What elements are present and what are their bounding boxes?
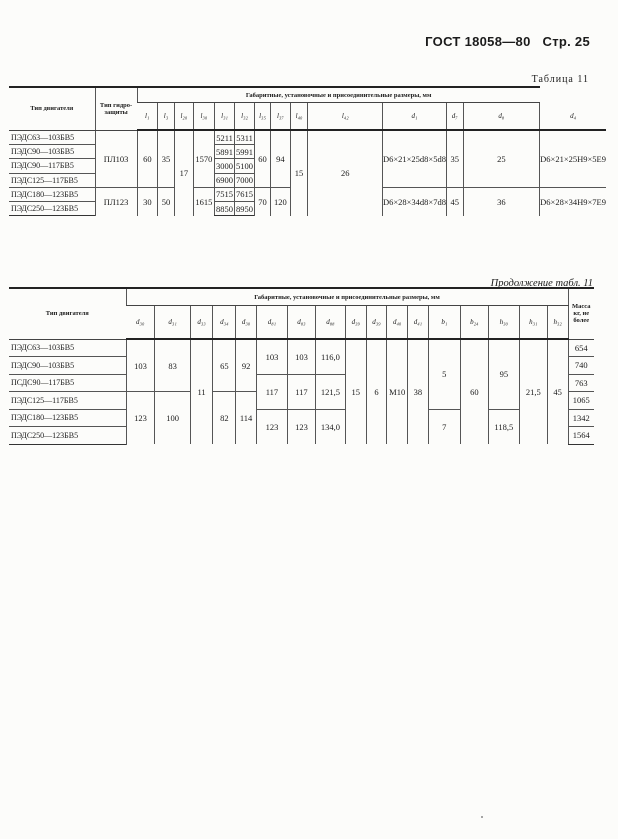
cell-c15: 118,5 — [488, 409, 519, 444]
col-d88: d₈₈ — [315, 306, 345, 340]
motor-name: ПЭДС63—103БВ5 — [9, 130, 95, 145]
motor-name: ПЭДС90—103БВ5 — [9, 357, 126, 375]
motor-name: ПЭДС180—123БВ5 — [9, 409, 126, 427]
cell-c7: 103 — [287, 339, 315, 374]
col-motor-type: Тип двигателя — [9, 87, 95, 130]
cell-c2: 100 — [155, 392, 190, 445]
col-l3: l₃ — [158, 103, 175, 131]
table2-caption: Продолжение табл. 11 — [490, 278, 593, 289]
col-d83: d₈₃ — [287, 306, 315, 340]
cell-c7: 123 — [287, 409, 315, 444]
cell-c2: 83 — [155, 339, 190, 392]
cell-l3: 50 — [158, 187, 175, 215]
cell-c10: 6 — [366, 339, 387, 444]
cell-c13: 5 — [428, 339, 460, 409]
cell-l35: 70 — [254, 187, 271, 215]
motor-name: ПЭДС90—117БВ5 — [9, 159, 95, 173]
cell-c14: 60 — [460, 339, 488, 444]
col-h30: h₃₀ — [488, 306, 519, 340]
col-d34: d₃₄ — [213, 306, 236, 340]
cell-l32: 7000 — [235, 173, 254, 187]
cell-c8: 134,0 — [315, 409, 345, 444]
cell-d4: D6×21×25H9×5E9 — [540, 130, 606, 187]
cell-c16: 21,5 — [519, 339, 547, 444]
cell-c3: 11 — [190, 339, 213, 444]
page-speck — [481, 816, 483, 818]
table-11 — [9, 86, 606, 216]
motor-name: ПЭДС125—117БВ5 — [9, 173, 95, 187]
col-d81: d₈₁ — [256, 306, 287, 340]
col-mass: Масса кг, не более — [568, 288, 594, 339]
cell-l40: 15 — [290, 130, 308, 216]
motor-name: ПЭДС250—123БВ5 — [9, 201, 95, 215]
motor-name: ПЭДС180—123БВ5 — [9, 187, 95, 201]
col-b24: b₂₄ — [460, 306, 488, 340]
cell-c6: 123 — [256, 409, 287, 444]
cell-d8: 36 — [463, 187, 540, 215]
col-l40: l₄₀ — [290, 103, 308, 131]
col-d31: d₃₁ — [155, 306, 190, 340]
table-row — [9, 130, 606, 145]
col-b1: b₁ — [428, 306, 460, 340]
cell-l32: 5311 — [235, 130, 254, 145]
cell-c7: 117 — [287, 374, 315, 409]
cell-c12: 38 — [408, 339, 429, 444]
cell-mass: 740 — [568, 357, 594, 375]
cell-c6: 117 — [256, 374, 287, 409]
col-protection-type: Тип гидро-защиты — [95, 87, 137, 130]
cell-c4: 65 — [213, 339, 236, 392]
col-d39: d₃₉ — [345, 306, 366, 340]
col-l35: l₃₅ — [254, 103, 271, 131]
col-dimensions-group: Габаритные, установочные и присоединительные размеры, мм — [126, 288, 568, 306]
cell-l32: 7615 — [235, 187, 254, 201]
motor-name: ПЭДС125—117БВ5 — [9, 392, 126, 410]
col-d30: d₃₀ — [126, 306, 155, 340]
cell-c4: 82 — [213, 392, 236, 445]
cell-c5: 114 — [236, 392, 257, 445]
cell-l1: 60 — [137, 130, 158, 187]
cell-mass: 1564 — [568, 427, 594, 445]
cell-c5: 92 — [236, 339, 257, 392]
cell-mass: 1342 — [568, 409, 594, 427]
cell-l31: 6900 — [214, 173, 235, 187]
col-l37: l₃₇ — [271, 103, 290, 131]
col-l1: l₁ — [137, 103, 158, 131]
cell-l35: 60 — [254, 130, 271, 187]
cell-c9: 15 — [345, 339, 366, 444]
protection-value: ПЛ123 — [95, 187, 137, 215]
cell-l30: 1615 — [194, 187, 215, 215]
cell-l20: 17 — [174, 130, 193, 216]
cell-d1: D6×21×25d8×5d8 — [382, 130, 446, 187]
cell-mass: 1065 — [568, 392, 594, 410]
cell-c13: 7 — [428, 409, 460, 444]
table-row — [9, 339, 594, 357]
cell-l31: 5891 — [214, 145, 235, 159]
cell-c8: 121,5 — [315, 374, 345, 409]
col-l20: l₂₀ — [174, 103, 193, 131]
cell-l37: 94 — [271, 130, 290, 187]
table-row — [9, 409, 594, 427]
cell-d8: 25 — [463, 130, 540, 187]
motor-name: ПСДС90—117БВ5 — [9, 374, 126, 392]
col-h31: h₃₁ — [519, 306, 547, 340]
col-d4: d₄ — [540, 103, 606, 131]
cell-c8: 116,0 — [315, 339, 345, 374]
col-d41: d₄₁ — [408, 306, 429, 340]
col-d40: d₄₀ — [387, 306, 408, 340]
cell-l32: 8950 — [235, 201, 254, 215]
motor-name: ПЭДС63—103БВ5 — [9, 339, 126, 357]
cell-d4: D6×28×34H9×7E9 — [540, 187, 606, 215]
standard-number: ГОСТ 18058—80 — [425, 34, 531, 49]
cell-c15: 95 — [488, 339, 519, 409]
cell-c6: 103 — [256, 339, 287, 374]
col-d33: d₃₃ — [190, 306, 213, 340]
cell-d7: 45 — [446, 187, 463, 215]
cell-c11: M10 — [387, 339, 408, 444]
cell-l32: 5991 — [235, 145, 254, 159]
cell-l30: 1570 — [194, 130, 215, 187]
table1-caption: Таблица 11 — [531, 74, 589, 85]
cell-l3: 35 — [158, 130, 175, 187]
table-11-continuation — [9, 287, 594, 445]
motor-name: ПЭДС250—123БВ5 — [9, 427, 126, 445]
cell-c1: 103 — [126, 339, 155, 392]
cell-l42: 26 — [308, 130, 382, 216]
motor-name: ПЭДС90—103БВ5 — [9, 145, 95, 159]
col-d1: d₁ — [382, 103, 446, 131]
cell-mass: 763 — [568, 374, 594, 392]
protection-value: ПЛ103 — [95, 130, 137, 187]
col-h32: h₃₂ — [547, 306, 568, 340]
cell-d1: D6×28×34d8×7d8 — [382, 187, 446, 215]
col-l31: l₃₁ — [214, 103, 235, 131]
col-d8: d₈ — [463, 103, 540, 131]
cell-l31: 3000 — [214, 159, 235, 173]
col-motor-type: Тип двигателя — [9, 288, 126, 339]
cell-mass: 654 — [568, 339, 594, 357]
col-l42: l₄₂ — [308, 103, 382, 131]
page-header — [417, 34, 590, 49]
cell-c1: 123 — [126, 392, 155, 445]
cell-l37: 120 — [271, 187, 290, 215]
cell-l31: 7515 — [214, 187, 235, 201]
cell-l1: 30 — [137, 187, 158, 215]
cell-c17: 45 — [547, 339, 568, 444]
col-d39b: d₃₉ — [366, 306, 387, 340]
col-l30: l₃₀ — [194, 103, 215, 131]
cell-l32: 5100 — [235, 159, 254, 173]
col-dimensions-group: Габаритные, установочные и присоединительные размеры, мм — [137, 87, 540, 103]
cell-l31: 8850 — [214, 201, 235, 215]
col-d7: d₇ — [446, 103, 463, 131]
col-l32: l₃₂ — [235, 103, 254, 131]
cell-d7: 35 — [446, 130, 463, 187]
cell-l31: 5211 — [214, 130, 235, 145]
page-number: Стр. 25 — [542, 34, 590, 49]
col-d30b: d₃₀ — [236, 306, 257, 340]
